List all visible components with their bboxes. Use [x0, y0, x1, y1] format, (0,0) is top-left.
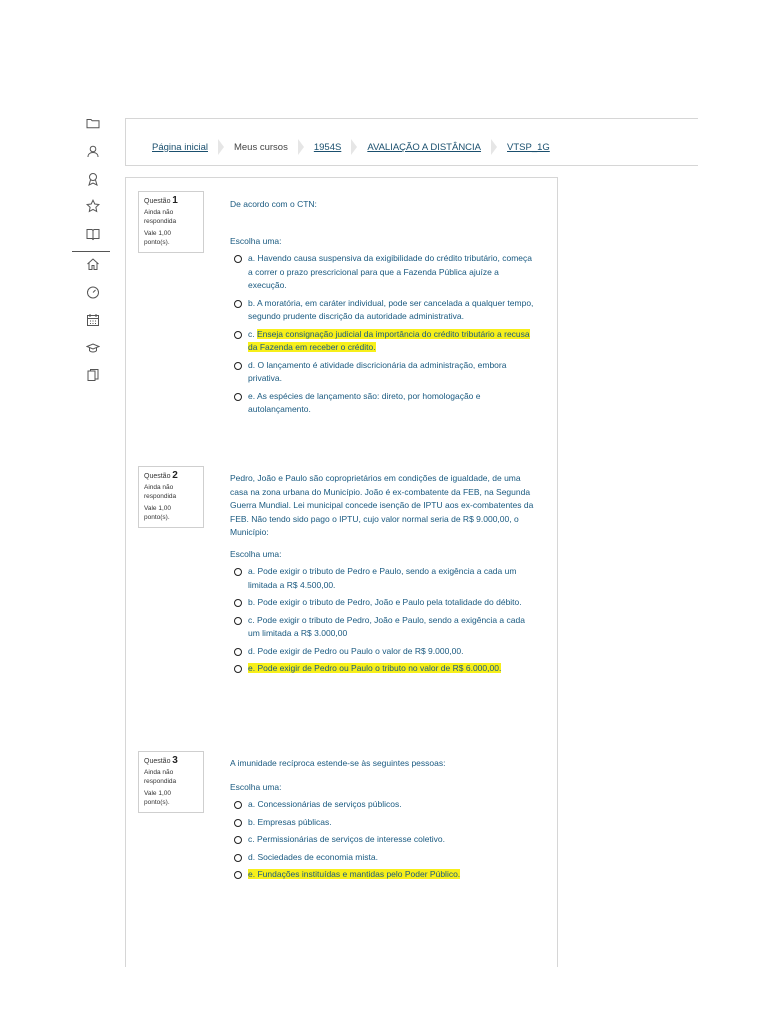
breadcrumb-separator — [298, 137, 304, 157]
folder-icon[interactable] — [86, 116, 100, 130]
answer-option[interactable] — [230, 565, 536, 592]
breadcrumb-quiz[interactable]: VTSP_1G — [507, 141, 550, 153]
answer-option[interactable] — [230, 645, 536, 659]
question-number: 3 — [172, 755, 178, 766]
question-body — [230, 472, 536, 680]
question-state: Ainda não respondida — [144, 484, 177, 500]
option-prefix: e. — [248, 663, 256, 673]
answer-option[interactable] — [230, 297, 536, 324]
option-text-highlighted: Pode exigir de Pedro ou Paulo o tributo no valor de R$ 6.000,00. — [257, 663, 502, 673]
radio-button[interactable] — [234, 665, 242, 673]
breadcrumb — [152, 137, 550, 157]
question-label: Questão — [144, 758, 171, 765]
question-grade: Vale 1,00 ponto(s). — [144, 230, 171, 246]
question-grade: Vale 1,00 ponto(s). — [144, 790, 171, 806]
option-prefix: e. — [248, 869, 256, 879]
choose-label: Escolha uma: — [230, 548, 282, 559]
radio-button[interactable] — [234, 300, 242, 308]
option-text: Empresas públicas. — [257, 816, 332, 827]
answer-option[interactable] — [230, 596, 536, 610]
user-group-icon[interactable] — [86, 144, 100, 158]
question-info — [138, 751, 204, 813]
radio-button[interactable] — [234, 331, 242, 339]
breadcrumb-home[interactable]: Página inicial — [152, 141, 208, 153]
breadcrumb-course[interactable]: 1954S — [313, 141, 342, 153]
breadcrumb-separator — [218, 137, 224, 157]
home-icon[interactable] — [86, 257, 100, 271]
answer-option[interactable] — [230, 662, 536, 676]
quiz-content — [125, 177, 558, 967]
answer-option[interactable] — [230, 328, 536, 355]
answer-option[interactable] — [230, 614, 536, 641]
question-number: 2 — [172, 470, 178, 481]
files-icon[interactable] — [86, 368, 100, 382]
radio-button[interactable] — [234, 255, 242, 263]
option-prefix: c. — [248, 614, 255, 625]
option-prefix: d. — [248, 359, 256, 370]
question-label: Questão — [144, 198, 171, 205]
option-text: Pode exigir de Pedro ou Paulo o valor de R$ 9.000,00. — [257, 645, 464, 656]
option-prefix: c. — [248, 328, 255, 339]
option-text: As espécies de lançamento são: direto, por homologação e autolançamento. — [248, 390, 481, 414]
option-text: Permissionárias de serviços de interesse coletivo. — [257, 834, 446, 844]
answer-option[interactable] — [230, 359, 536, 386]
question-label: Questão — [144, 473, 171, 480]
option-text: O lançamento é atividade discricionária da administração, embora privativa. — [248, 359, 507, 383]
radio-button[interactable] — [234, 801, 242, 809]
radio-button[interactable] — [234, 617, 242, 625]
option-prefix: b. — [248, 597, 256, 607]
question-prompt: A imunidade recíproca estende-se às seguintes pessoas: — [230, 758, 446, 768]
sidebar-divider — [72, 251, 110, 252]
question-info — [138, 466, 204, 528]
answer-option[interactable] — [230, 390, 536, 417]
breadcrumb-separator — [351, 137, 357, 157]
radio-button[interactable] — [234, 854, 242, 862]
option-prefix: d. — [248, 645, 256, 656]
dashboard-icon[interactable] — [86, 285, 100, 299]
star-icon[interactable] — [86, 199, 100, 213]
option-text: Concessionárias de serviços públicos. — [257, 799, 402, 809]
option-prefix: b. — [248, 297, 256, 308]
option-text: Sociedades de economia mista. — [257, 851, 378, 862]
answer-option[interactable] — [230, 798, 536, 812]
radio-button[interactable] — [234, 871, 242, 879]
radio-button[interactable] — [234, 648, 242, 656]
radio-button[interactable] — [234, 836, 242, 844]
choose-label: Escolha uma: — [230, 781, 282, 792]
option-text: A moratória, em caráter individual, pode ser cancelada a qualquer tempo, segundo prudente discrição da autoridade administrativa. — [248, 297, 534, 321]
option-prefix: a. — [248, 253, 256, 263]
breadcrumb-my-courses: Meus cursos — [233, 141, 288, 153]
option-prefix: e. — [248, 390, 256, 401]
question-state: Ainda não respondida — [144, 209, 177, 225]
answer-options — [230, 798, 536, 882]
breadcrumb-separator — [491, 137, 497, 157]
option-text: Havendo causa suspensiva da exigibilidade do crédito tributário, começa a correr o prazo prescricional para que a Fazenda Pública ajuíze a execução. — [248, 253, 532, 290]
book-icon[interactable] — [86, 227, 100, 241]
answer-options — [230, 252, 536, 417]
badge-icon[interactable] — [86, 172, 100, 186]
option-prefix: d. — [248, 851, 256, 862]
question-prompt: De acordo com o CTN: — [230, 199, 317, 209]
answer-option[interactable] — [230, 833, 536, 847]
radio-button[interactable] — [234, 819, 242, 827]
answer-option[interactable] — [230, 851, 536, 865]
question-state: Ainda não respondida — [144, 769, 177, 785]
choose-label: Escolha uma: — [230, 235, 282, 246]
answer-option[interactable] — [230, 252, 536, 293]
option-prefix: b. — [248, 816, 256, 827]
answer-option[interactable] — [230, 868, 536, 882]
option-text: Pode exigir o tributo de Pedro, João e Paulo pela totalidade do débito. — [257, 597, 522, 607]
graduation-cap-icon[interactable] — [86, 341, 100, 355]
answer-option[interactable] — [230, 816, 536, 830]
option-prefix: a. — [248, 799, 256, 809]
question-grade: Vale 1,00 ponto(s). — [144, 505, 171, 521]
radio-button[interactable] — [234, 599, 242, 607]
option-text-highlighted: Enseja consignação judicial da importância do crédito tributário a recusa da Fazenda em receber o crédito. — [248, 328, 530, 352]
breadcrumb-section[interactable]: AVALIAÇÃO A DISTÂNCIA — [367, 141, 482, 153]
question-prompt: Pedro, João e Paulo são coproprietários em condições de igualdade, de uma casa na zona urbana do Município. João é ex-combatente da FEB, na Segunda Guerra Mundial. Lei municipal concede isenção de IPTU aos ex-combatentes da FEB. Não tendo sido pago o IPTU, cujo valor normal seria de R$ 9.000,00, o Município: — [230, 473, 534, 537]
question-body — [230, 757, 536, 886]
answer-options — [230, 565, 536, 676]
question-number: 1 — [172, 195, 178, 206]
option-prefix: c. — [248, 834, 255, 844]
breadcrumb-bar — [125, 118, 698, 166]
radio-button[interactable] — [234, 393, 242, 401]
question-body — [230, 198, 536, 421]
option-prefix: a. — [248, 566, 256, 576]
radio-button[interactable] — [234, 362, 242, 370]
question-info — [138, 191, 204, 253]
option-text: Pode exigir o tributo de Pedro, João e Paulo, sendo a exigência a cada um limitada a R$ 3.000,00 — [248, 614, 525, 638]
radio-button[interactable] — [234, 568, 242, 576]
calendar-icon[interactable] — [86, 313, 100, 327]
option-text-highlighted: Fundações instituídas e mantidas pelo Poder Público. — [257, 869, 461, 879]
option-text: Pode exigir o tributo de Pedro e Paulo, sendo a exigência a cada um limitada a R$ 4.500,00. — [248, 566, 517, 590]
